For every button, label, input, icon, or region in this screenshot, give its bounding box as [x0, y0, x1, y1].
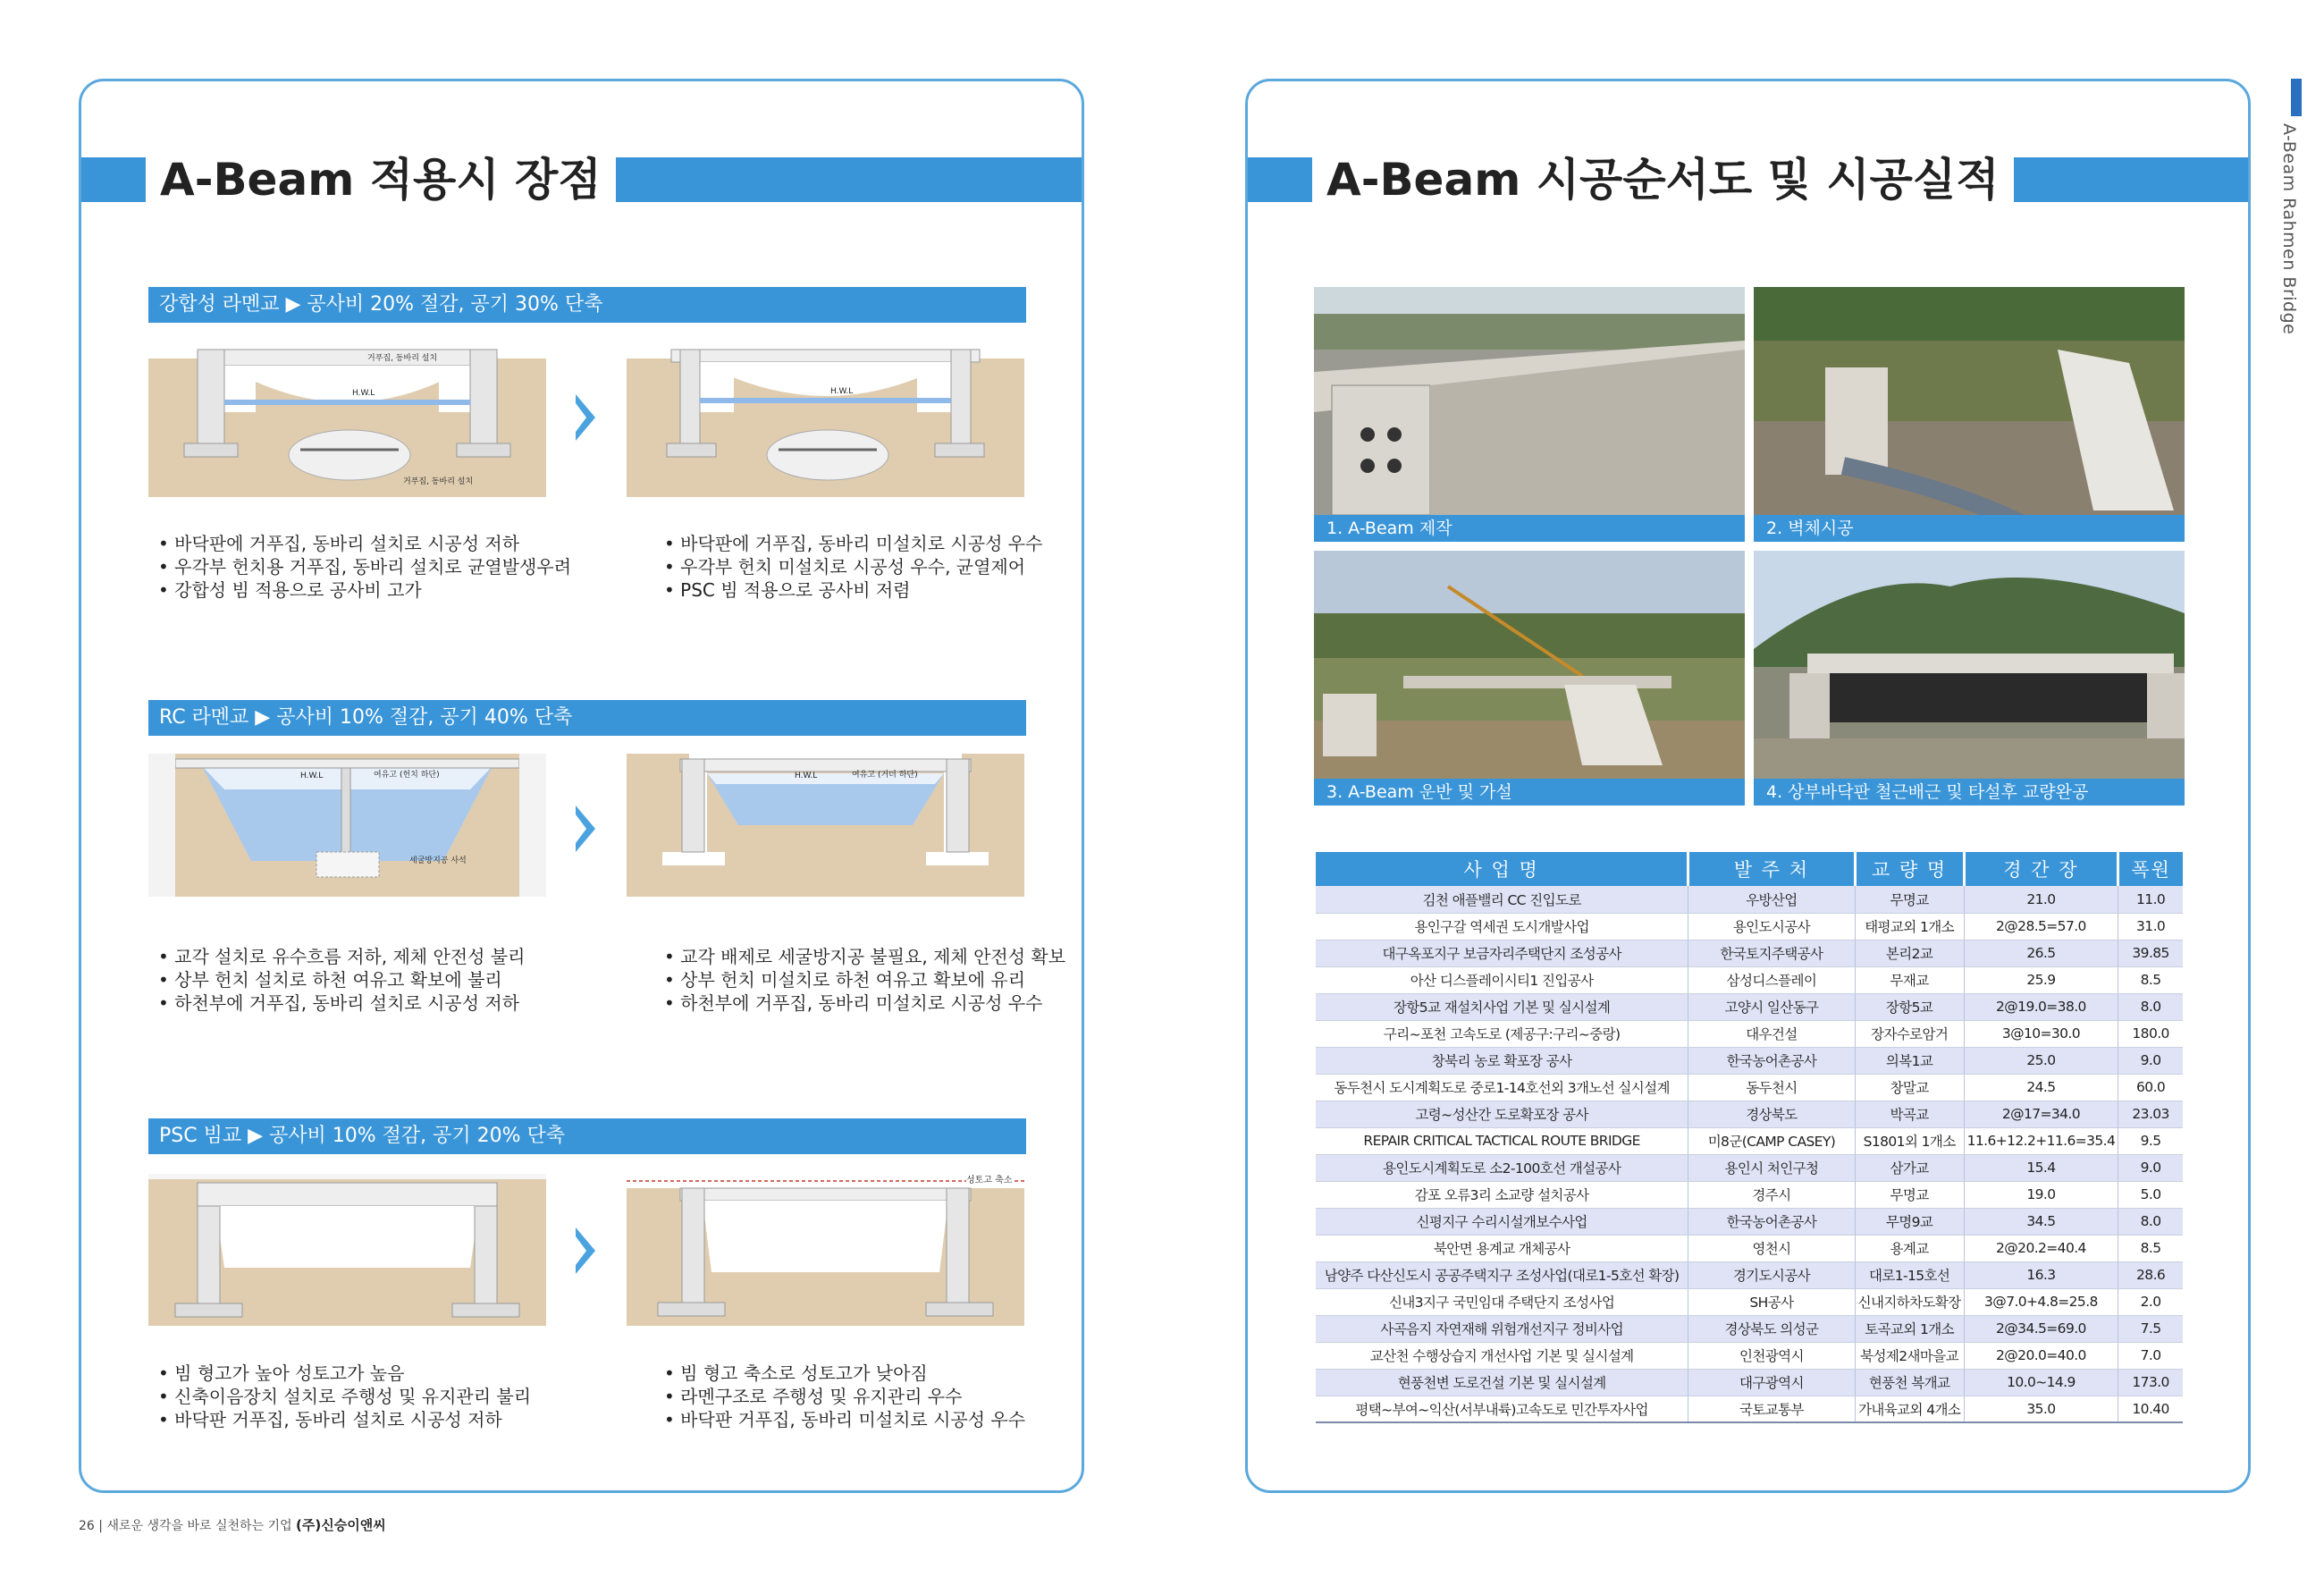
cell-client: 동두천시 — [1688, 1074, 1855, 1101]
cell-span-length: 25.9 — [1964, 966, 2118, 993]
cell-span-length: 34.5 — [1964, 1208, 2118, 1235]
section-header-steel-composite: 강합성 라멘교 ▶ 공사비 20% 절감, 공기 30% 단축 — [148, 287, 1026, 323]
table-row — [1316, 913, 2183, 940]
cell-bridge-name: 장항5교 — [1855, 993, 1964, 1020]
diagram-rc-before — [148, 754, 546, 900]
advantages-panel — [79, 79, 1084, 1493]
table-row — [1316, 1154, 2183, 1181]
cell-width: 9.0 — [2118, 1047, 2183, 1074]
bullet-item: • 라멘구조로 주행성 및 유지관리 우수 — [664, 1385, 1025, 1408]
bullet-item: • 바닥판에 거푸집, 동바리 미설치로 시공성 우수 — [664, 532, 1042, 555]
arrow-icon — [576, 1227, 595, 1274]
cell-project: 교산천 수행상습지 개선사업 기본 및 실시설계 — [1316, 1342, 1688, 1369]
cell-width: 39.85 — [2118, 940, 2183, 966]
label-hwl: H.W.L — [300, 772, 324, 780]
cell-bridge-name: 북성제2새마을교 — [1855, 1342, 1964, 1369]
table-row — [1316, 886, 2183, 913]
cell-span-length: 35.0 — [1964, 1396, 2118, 1422]
table-row — [1316, 966, 2183, 993]
header-client: 발 주 처 — [1688, 852, 1855, 886]
label-embankment-reduction: 성토고 축소 — [966, 1172, 1012, 1185]
page-number: 26 — [79, 1519, 95, 1533]
cell-client: 한국토지주택공사 — [1688, 940, 1855, 966]
cell-span-length: 25.0 — [1964, 1047, 2118, 1074]
diagram-steel-composite-after — [627, 341, 1024, 501]
cell-bridge-name: 삼가교 — [1855, 1154, 1964, 1181]
cell-span-length: 19.0 — [1964, 1181, 2118, 1208]
table-row — [1316, 1342, 2183, 1369]
photo-caption: 4. 상부바닥판 철근배근 및 타설후 교량완공 — [1754, 779, 2185, 806]
section-header-psc-beam: PSC 빔교 ▶ 공사비 10% 절감, 공기 20% 단축 — [148, 1118, 1026, 1154]
table-header-row — [1316, 852, 2183, 886]
cell-span-length: 2@19.0=38.0 — [1964, 993, 2118, 1020]
title-bar-left — [1248, 157, 1312, 202]
cell-span-length: 26.5 — [1964, 940, 2118, 966]
bullet-list-after — [664, 945, 1065, 1015]
diagram-steel-composite-before — [148, 341, 546, 501]
label-formwork-bottom: 거푸집, 동바리 설치 — [403, 477, 474, 486]
cell-span-length: 21.0 — [1964, 886, 2118, 913]
table-row — [1316, 1261, 2183, 1288]
table-row — [1316, 1396, 2183, 1422]
page-title: A-Beam 적용시 장점 — [146, 147, 616, 213]
cell-project: 김천 애플밸리 CC 진입도로 — [1316, 886, 1688, 913]
side-label: A-Beam Rahmen Bridge — [2279, 123, 2299, 335]
bullet-item: • 우각부 헌치 미설치로 시공성 우수, 균열제어 — [664, 555, 1042, 578]
cell-bridge-name: 의복1교 — [1855, 1047, 1964, 1074]
cell-client: 경상북도 — [1688, 1101, 1855, 1127]
header-project: 사 업 명 — [1316, 852, 1688, 886]
cell-bridge-name: 현풍천 복개교 — [1855, 1369, 1964, 1396]
bullet-item: • 교각 배제로 세굴방지공 불필요, 제체 안전성 확보 — [664, 945, 1065, 968]
table-row — [1316, 1288, 2183, 1315]
cell-width: 28.6 — [2118, 1261, 2183, 1288]
cell-bridge-name: 창말교 — [1855, 1074, 1964, 1101]
cell-bridge-name: 무명교 — [1855, 886, 1964, 913]
cell-client: 한국농어촌공사 — [1688, 1047, 1855, 1074]
photo-caption: 1. A-Beam 제작 — [1314, 515, 1745, 542]
cell-width: 2.0 — [2118, 1288, 2183, 1315]
title-bar-right — [2003, 157, 2248, 202]
cell-project: 사곡음지 자연재해 위험개선지구 정비사업 — [1316, 1315, 1688, 1342]
footer-slogan: 새로운 생각을 바로 실천하는 기업 — [106, 1519, 292, 1533]
cell-span-length: 10.0~14.9 — [1964, 1369, 2118, 1396]
arrow-icon — [576, 806, 595, 852]
cell-width: 23.03 — [2118, 1101, 2183, 1127]
cell-client: 영천시 — [1688, 1235, 1855, 1261]
cell-project: 감포 오류3리 소교량 설치공사 — [1316, 1181, 1688, 1208]
cell-width: 7.0 — [2118, 1342, 2183, 1369]
bullet-item: • 우각부 헌치용 거푸집, 동바리 설치로 균열발생우려 — [158, 555, 571, 578]
label-freeboard-girder: 여유고 (거더 하단) — [852, 771, 918, 780]
cell-width: 9.5 — [2118, 1127, 2183, 1154]
bullet-item: • 상부 헌치 설치로 하천 여유고 확보에 불리 — [158, 968, 525, 991]
photo-wall-construction — [1754, 287, 2185, 542]
label-hwl: H.W.L — [352, 389, 375, 398]
cell-span-length: 15.4 — [1964, 1154, 2118, 1181]
cell-project: 남양주 다산신도시 공공주택지구 조성사업(대로1-5호선 확장) — [1316, 1261, 1688, 1288]
page-title: A-Beam 시공순서도 및 시공실적 — [1312, 147, 2014, 213]
photo-bridge-completion — [1754, 551, 2185, 806]
cell-client: 한국농어촌공사 — [1688, 1208, 1855, 1235]
label-hwl: H.W.L — [795, 772, 818, 780]
cell-width: 10.40 — [2118, 1396, 2183, 1422]
cell-bridge-name: S1801외 1개소 — [1855, 1127, 1964, 1154]
bullet-item: • 상부 헌치 미설치로 하천 여유고 확보에 유리 — [664, 968, 1065, 991]
bullet-item: • 바닥판 거푸집, 동바리 설치로 시공성 저하 — [158, 1408, 531, 1431]
cell-span-length: 2@28.5=57.0 — [1964, 913, 2118, 940]
cell-span-length: 24.5 — [1964, 1074, 2118, 1101]
section-header-rc-rahmen: RC 라멘교 ▶ 공사비 10% 절감, 공기 40% 단축 — [148, 700, 1026, 736]
cell-bridge-name: 신내지하차도확장 — [1855, 1288, 1964, 1315]
cell-width: 8.0 — [2118, 1208, 2183, 1235]
arrow-icon — [576, 394, 595, 441]
table-row — [1316, 1127, 2183, 1154]
table-row — [1316, 1235, 2183, 1261]
cell-bridge-name: 토곡교외 1개소 — [1855, 1315, 1964, 1342]
advantages-title-row — [81, 154, 1082, 206]
cell-width: 11.0 — [2118, 886, 2183, 913]
cell-width: 5.0 — [2118, 1181, 2183, 1208]
diagram-psc-after — [627, 1174, 1024, 1329]
cell-bridge-name: 가내육교외 4개소 — [1855, 1396, 1964, 1422]
cell-project: 아산 디스플레이시티1 진입공사 — [1316, 966, 1688, 993]
bullet-item: • 교각 설치로 유수흐름 저하, 제체 안전성 불리 — [158, 945, 525, 968]
cell-span-length: 2@17=34.0 — [1964, 1101, 2118, 1127]
cell-width: 180.0 — [2118, 1020, 2183, 1047]
cell-width: 8.0 — [2118, 993, 2183, 1020]
table-row — [1316, 1369, 2183, 1396]
footer — [79, 1515, 386, 1534]
construction-panel — [1245, 79, 2251, 1493]
cell-project: 북안면 용계교 개체공사 — [1316, 1235, 1688, 1261]
footer-divider: | — [98, 1519, 107, 1533]
cell-project: 동두천시 도시계획도로 중로1-14호선외 3개노선 실시설계 — [1316, 1074, 1688, 1101]
diagram-rc-after — [627, 754, 1024, 900]
cell-client: 용인도시공사 — [1688, 913, 1855, 940]
cell-span-length: 2@20.2=40.4 — [1964, 1235, 2118, 1261]
cell-span-length: 2@34.5=69.0 — [1964, 1315, 2118, 1342]
bullet-list-before — [158, 1362, 531, 1431]
cell-span-length: 3@10=30.0 — [1964, 1020, 2118, 1047]
cell-width: 8.5 — [2118, 966, 2183, 993]
construction-title-row — [1248, 154, 2248, 206]
bullet-item: • 강합성 빔 적용으로 공사비 고가 — [158, 578, 571, 602]
company-name: (주)신승이앤씨 — [296, 1517, 386, 1533]
cell-project: 신평지구 수리시설개보수사업 — [1316, 1208, 1688, 1235]
cell-bridge-name: 무명9교 — [1855, 1208, 1964, 1235]
cell-client: SH공사 — [1688, 1288, 1855, 1315]
cell-project: 구리~포천 고속도로 (제공구:구리~중랑) — [1316, 1020, 1688, 1047]
title-bar-left — [81, 157, 146, 202]
cell-client: 경기도시공사 — [1688, 1261, 1855, 1288]
cell-width: 9.0 — [2118, 1154, 2183, 1181]
cell-client: 대우건설 — [1688, 1020, 1855, 1047]
bullet-item: • 빔 형고 축소로 성토고가 낮아짐 — [664, 1362, 1025, 1385]
cell-project: 신내3지구 국민임대 주택단지 조성사업 — [1316, 1288, 1688, 1315]
label-freeboard-haunch: 여유고 (헌치 하단) — [374, 771, 440, 780]
table-body — [1316, 886, 2183, 1422]
cell-client: 국토교통부 — [1688, 1396, 1855, 1422]
cell-span-length: 2@20.0=40.0 — [1964, 1342, 2118, 1369]
cell-client: 미8군(CAMP CASEY) — [1688, 1127, 1855, 1154]
bullet-list-after — [664, 532, 1042, 602]
bullet-item: • 바닥판 거푸집, 동바리 미설치로 시공성 우수 — [664, 1408, 1025, 1431]
bullet-list-before — [158, 945, 525, 1015]
cell-project: 장항5교 재설치사업 기본 및 실시설계 — [1316, 993, 1688, 1020]
table-row — [1316, 1208, 2183, 1235]
cell-bridge-name: 장자수로암거 — [1855, 1020, 1964, 1047]
bullet-list-before — [158, 532, 571, 602]
header-span-length: 경 간 장 — [1964, 852, 2118, 886]
table-row — [1316, 1315, 2183, 1342]
cell-width: 7.5 — [2118, 1315, 2183, 1342]
cell-client: 삼성디스플레이 — [1688, 966, 1855, 993]
bullet-item: • 바닥판에 거푸집, 동바리 설치로 시공성 저하 — [158, 532, 571, 555]
cell-bridge-name: 무명교 — [1855, 1181, 1964, 1208]
cell-project: 용인구갈 역세권 도시개발사업 — [1316, 913, 1688, 940]
cell-client: 고양시 일산동구 — [1688, 993, 1855, 1020]
cell-width: 31.0 — [2118, 913, 2183, 940]
cell-bridge-name: 태평교외 1개소 — [1855, 913, 1964, 940]
cell-project: 고령~성산간 도로확포장 공사 — [1316, 1101, 1688, 1127]
table-row — [1316, 1181, 2183, 1208]
cell-client: 용인시 처인구청 — [1688, 1154, 1855, 1181]
table-row — [1316, 940, 2183, 966]
cell-width: 173.0 — [2118, 1369, 2183, 1396]
bullet-item: • 하천부에 거푸집, 동바리 미설치로 시공성 우수 — [664, 991, 1065, 1015]
cell-bridge-name: 용계교 — [1855, 1235, 1964, 1261]
cell-bridge-name: 대로1-15호선 — [1855, 1261, 1964, 1288]
cell-project: REPAIR CRITICAL TACTICAL ROUTE BRIDGE — [1316, 1127, 1688, 1154]
label-scour-protection: 세굴방지공 사석 — [409, 856, 467, 865]
cell-project: 대구옥포지구 보금자리주택단지 조성공사 — [1316, 940, 1688, 966]
photo-abeam-erection — [1314, 551, 1745, 806]
cell-width: 60.0 — [2118, 1074, 2183, 1101]
cell-project: 평택~부여~익산(서부내륙)고속도로 민간투자사업 — [1316, 1396, 1688, 1422]
cell-client: 인천광역시 — [1688, 1342, 1855, 1369]
bullet-item: • 하천부에 거푸집, 동바리 설치로 시공성 저하 — [158, 991, 525, 1015]
cell-client: 경상북도 의성군 — [1688, 1315, 1855, 1342]
table-row — [1316, 1101, 2183, 1127]
photo-caption: 2. 벽체시공 — [1754, 515, 2185, 542]
cell-width: 8.5 — [2118, 1235, 2183, 1261]
label-formwork-top: 거푸집, 동바리 설치 — [367, 354, 438, 363]
table-row — [1316, 1020, 2183, 1047]
cell-project: 현풍천변 도로건설 기본 및 실시설계 — [1316, 1369, 1688, 1396]
photo-abeam-fabrication — [1314, 287, 1745, 542]
cell-span-length: 11.6+12.2+11.6=35.4 — [1964, 1127, 2118, 1154]
header-bridge-name: 교 량 명 — [1855, 852, 1964, 886]
cell-bridge-name: 박곡교 — [1855, 1101, 1964, 1127]
cell-client: 우방산업 — [1688, 886, 1855, 913]
cell-client: 경주시 — [1688, 1181, 1855, 1208]
header-width: 폭원 — [2118, 852, 2183, 886]
photo-caption: 3. A-Beam 운반 및 가설 — [1314, 779, 1745, 806]
cell-bridge-name: 무재교 — [1855, 966, 1964, 993]
cell-project: 용인도시계획도로 소2-100호선 개설공사 — [1316, 1154, 1688, 1181]
bullet-item: • PSC 빔 적용으로 공사비 저렴 — [664, 578, 1042, 602]
bullet-list-after — [664, 1362, 1025, 1431]
bullet-item: • 신축이음장치 설치로 주행성 및 유지관리 불리 — [158, 1385, 531, 1408]
table-row — [1316, 1074, 2183, 1101]
cell-span-length: 3@7.0+4.8=25.8 — [1964, 1288, 2118, 1315]
cell-bridge-name: 본리2교 — [1855, 940, 1964, 966]
label-hwl: H.W.L — [830, 387, 854, 396]
table-row — [1316, 993, 2183, 1020]
cell-project: 창북리 농로 확포장 공사 — [1316, 1047, 1688, 1074]
title-bar-right — [609, 157, 1082, 202]
cell-span-length: 16.3 — [1964, 1261, 2118, 1288]
bullet-item: • 빔 형고가 높아 성토고가 높음 — [158, 1362, 531, 1385]
construction-records-table — [1316, 852, 2183, 1423]
cell-client: 대구광역시 — [1688, 1369, 1855, 1396]
side-tab-marker — [2291, 79, 2302, 116]
table-row — [1316, 1047, 2183, 1074]
diagram-psc-before — [148, 1174, 546, 1329]
